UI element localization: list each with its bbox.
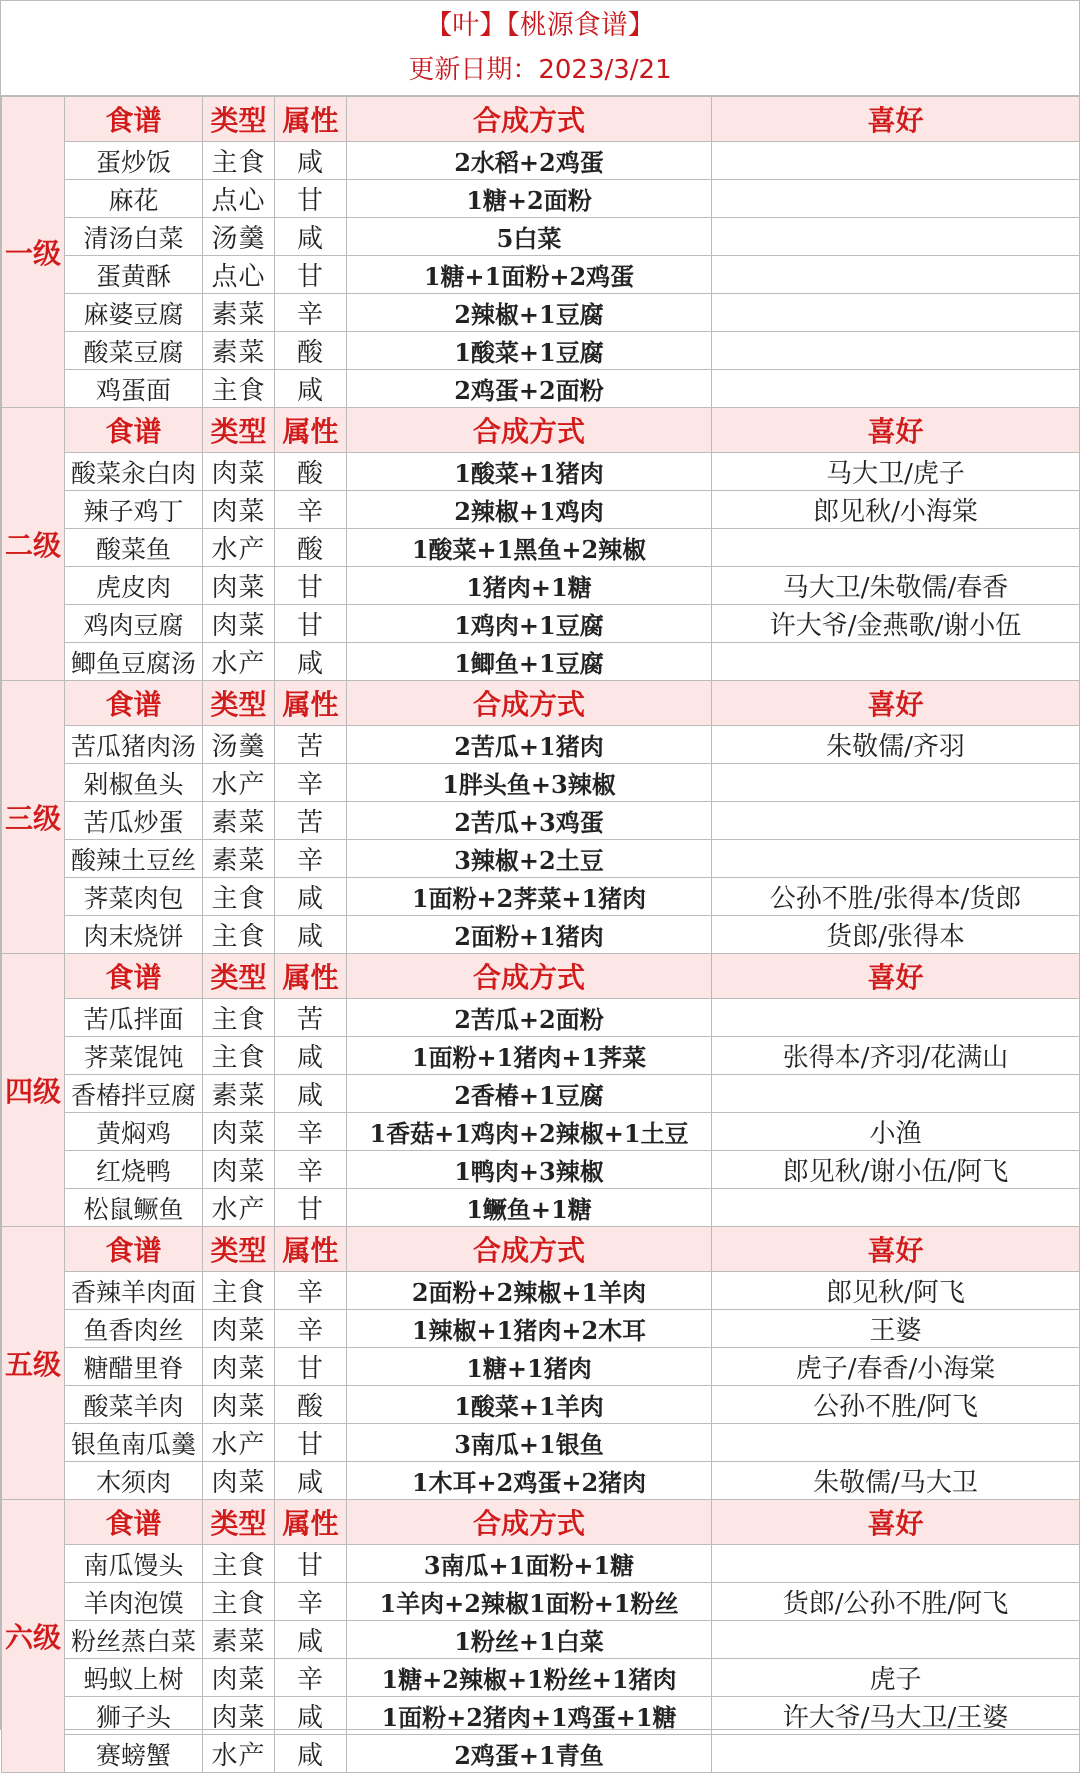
recipe-type: 主食 (203, 1583, 275, 1621)
recipe-name: 南瓜馒头 (65, 1545, 203, 1583)
recipe-method: 2苦瓜+1猪肉 (347, 726, 712, 764)
table-row (2, 1462, 1080, 1500)
recipe-method: 3辣椒+2土豆 (347, 840, 712, 878)
level-header-row (2, 97, 1080, 142)
recipe-preference (712, 1189, 1080, 1227)
recipe-preference (712, 529, 1080, 567)
table-row (2, 256, 1080, 294)
header-method: 合成方式 (347, 954, 712, 999)
recipe-attribute: 咸 (275, 1075, 347, 1113)
table-row (2, 180, 1080, 218)
recipe-name: 肉末烧饼 (65, 916, 203, 954)
table-row (2, 605, 1080, 643)
recipe-preference (712, 1621, 1080, 1659)
recipe-type: 素菜 (203, 294, 275, 332)
recipe-method: 1香菇+1鸡肉+2辣椒+1土豆 (347, 1113, 712, 1151)
recipe-name: 苦瓜拌面 (65, 999, 203, 1037)
recipe-preference: 郎见秋/阿飞 (712, 1272, 1080, 1310)
recipe-method: 1酸菜+1羊肉 (347, 1386, 712, 1424)
header-recipe: 食谱 (65, 681, 203, 726)
recipe-attribute: 甘 (275, 180, 347, 218)
recipe-table (1, 96, 1080, 1773)
recipe-name: 蛋黄酥 (65, 256, 203, 294)
header-recipe: 食谱 (65, 1500, 203, 1545)
recipe-name: 红烧鸭 (65, 1151, 203, 1189)
recipe-name: 鱼香肉丝 (65, 1310, 203, 1348)
recipe-attribute: 甘 (275, 567, 347, 605)
recipe-type: 主食 (203, 916, 275, 954)
recipe-type: 汤羹 (203, 218, 275, 256)
recipe-method: 1鲫鱼+1豆腐 (347, 643, 712, 681)
header-preference: 喜好 (712, 408, 1080, 453)
recipe-preference (712, 1545, 1080, 1583)
recipe-type: 主食 (203, 1545, 275, 1583)
header-method: 合成方式 (347, 97, 712, 142)
recipe-name: 酸辣土豆丝 (65, 840, 203, 878)
recipe-method: 1糖+1猪肉 (347, 1348, 712, 1386)
table-row (2, 1151, 1080, 1189)
recipe-name: 羊肉泡馍 (65, 1583, 203, 1621)
recipe-method: 1糖+2辣椒+1粉丝+1猪肉 (347, 1659, 712, 1697)
header-recipe: 食谱 (65, 97, 203, 142)
recipe-name: 鸡肉豆腐 (65, 605, 203, 643)
recipe-preference: 货郎/张得本 (712, 916, 1080, 954)
recipe-preference: 王婆 (712, 1310, 1080, 1348)
recipe-preference: 小渔 (712, 1113, 1080, 1151)
recipe-name: 麻婆豆腐 (65, 294, 203, 332)
recipe-attribute: 酸 (275, 453, 347, 491)
recipe-attribute: 甘 (275, 1545, 347, 1583)
recipe-name: 剁椒鱼头 (65, 764, 203, 802)
recipe-name: 麻花 (65, 180, 203, 218)
recipe-type: 肉菜 (203, 1386, 275, 1424)
table-row (2, 1697, 1080, 1735)
recipe-attribute: 甘 (275, 1424, 347, 1462)
recipe-type: 主食 (203, 878, 275, 916)
table-row (2, 1348, 1080, 1386)
table-row (2, 294, 1080, 332)
recipe-preference: 货郎/公孙不胜/阿飞 (712, 1583, 1080, 1621)
header-preference: 喜好 (712, 1500, 1080, 1545)
recipe-preference (712, 180, 1080, 218)
recipe-method: 1面粉+2荠菜+1猪肉 (347, 878, 712, 916)
recipe-attribute: 咸 (275, 1037, 347, 1075)
recipe-method: 3南瓜+1银鱼 (347, 1424, 712, 1462)
recipe-name: 酸菜鱼 (65, 529, 203, 567)
header-attribute: 属性 (275, 408, 347, 453)
recipe-method: 1面粉+1猪肉+1荠菜 (347, 1037, 712, 1075)
table-row (2, 529, 1080, 567)
table-row (2, 1424, 1080, 1462)
table-row (2, 1310, 1080, 1348)
header-type: 类型 (203, 97, 275, 142)
table-row (2, 1272, 1080, 1310)
recipe-type: 主食 (203, 999, 275, 1037)
recipe-attribute: 咸 (275, 142, 347, 180)
table-row (2, 1621, 1080, 1659)
header-type: 类型 (203, 954, 275, 999)
recipe-preference: 马大卫/虎子 (712, 453, 1080, 491)
table-row (2, 840, 1080, 878)
recipe-preference: 朱敬儒/齐羽 (712, 726, 1080, 764)
recipe-name: 酸菜豆腐 (65, 332, 203, 370)
recipe-name: 荠菜肉包 (65, 878, 203, 916)
table-row (2, 332, 1080, 370)
recipe-attribute: 辛 (275, 1659, 347, 1697)
recipe-type: 水产 (203, 1189, 275, 1227)
header-preference: 喜好 (712, 681, 1080, 726)
recipe-name: 辣子鸡丁 (65, 491, 203, 529)
recipe-type: 水产 (203, 764, 275, 802)
table-row (2, 726, 1080, 764)
recipe-attribute: 苦 (275, 999, 347, 1037)
level-label: 二级 (2, 408, 65, 681)
table-row (2, 491, 1080, 529)
recipe-name: 苦瓜猪肉汤 (65, 726, 203, 764)
recipe-attribute: 甘 (275, 605, 347, 643)
table-row (2, 1386, 1080, 1424)
recipe-attribute: 苦 (275, 802, 347, 840)
update-date: 更新日期：2023/3/21 (408, 55, 672, 85)
recipe-name: 荠菜馄饨 (65, 1037, 203, 1075)
recipe-method: 1糖+1面粉+2鸡蛋 (347, 256, 712, 294)
recipe-attribute: 辛 (275, 1310, 347, 1348)
recipe-preference: 郎见秋/小海棠 (712, 491, 1080, 529)
recipe-preference: 马大卫/朱敬儒/春香 (712, 567, 1080, 605)
recipe-attribute: 酸 (275, 332, 347, 370)
recipe-name: 清汤白菜 (65, 218, 203, 256)
recipe-preference: 许大爷/马大卫/王婆 (712, 1697, 1080, 1735)
recipe-method: 1酸菜+1豆腐 (347, 332, 712, 370)
recipe-preference (712, 370, 1080, 408)
table-row (2, 1735, 1080, 1773)
recipe-type: 肉菜 (203, 491, 275, 529)
recipe-type: 肉菜 (203, 453, 275, 491)
recipe-method: 1鸭肉+3辣椒 (347, 1151, 712, 1189)
recipe-type: 素菜 (203, 1075, 275, 1113)
recipe-method: 2鸡蛋+1青鱼 (347, 1735, 712, 1773)
recipe-method: 2面粉+2辣椒+1羊肉 (347, 1272, 712, 1310)
recipe-attribute: 咸 (275, 370, 347, 408)
table-row (2, 453, 1080, 491)
recipe-type: 点心 (203, 256, 275, 294)
recipe-name: 鸡蛋面 (65, 370, 203, 408)
recipe-method: 1猪肉+1糖 (347, 567, 712, 605)
recipe-method: 1酸菜+1黑鱼+2辣椒 (347, 529, 712, 567)
header-preference: 喜好 (712, 954, 1080, 999)
level-label: 四级 (2, 954, 65, 1227)
table-row (2, 218, 1080, 256)
level-label: 六级 (2, 1500, 65, 1773)
level-header-row (2, 681, 1080, 726)
recipe-type: 水产 (203, 1735, 275, 1773)
level-header-row (2, 1500, 1080, 1545)
level-label: 三级 (2, 681, 65, 954)
recipe-name: 粉丝蒸白菜 (65, 1621, 203, 1659)
recipe-name: 香辣羊肉面 (65, 1272, 203, 1310)
header-method: 合成方式 (347, 1500, 712, 1545)
recipe-method: 2香椿+1豆腐 (347, 1075, 712, 1113)
recipe-attribute: 辛 (275, 1272, 347, 1310)
recipe-preference (712, 1424, 1080, 1462)
recipe-type: 水产 (203, 529, 275, 567)
recipe-name: 虎皮肉 (65, 567, 203, 605)
recipe-method: 2水稻+2鸡蛋 (347, 142, 712, 180)
recipe-type: 水产 (203, 643, 275, 681)
recipe-method: 1面粉+2猪肉+1鸡蛋+1糖 (347, 1697, 712, 1735)
recipe-attribute: 辛 (275, 491, 347, 529)
recipe-name: 蛋炒饭 (65, 142, 203, 180)
recipe-name: 香椿拌豆腐 (65, 1075, 203, 1113)
recipe-preference (712, 643, 1080, 681)
recipe-name: 酸菜羊肉 (65, 1386, 203, 1424)
recipe-attribute: 酸 (275, 1386, 347, 1424)
recipe-type: 肉菜 (203, 1113, 275, 1151)
table-row (2, 643, 1080, 681)
header-attribute: 属性 (275, 1500, 347, 1545)
table-row (2, 567, 1080, 605)
recipe-type: 汤羹 (203, 726, 275, 764)
recipe-type: 肉菜 (203, 1348, 275, 1386)
level-header-row (2, 1227, 1080, 1272)
header-preference: 喜好 (712, 1227, 1080, 1272)
recipe-preference: 虎子/春香/小海棠 (712, 1348, 1080, 1386)
header-type: 类型 (203, 408, 275, 453)
header-attribute: 属性 (275, 97, 347, 142)
table-row (2, 878, 1080, 916)
recipe-attribute: 甘 (275, 1189, 347, 1227)
recipe-name: 银鱼南瓜羹 (65, 1424, 203, 1462)
recipe-method: 5白菜 (347, 218, 712, 256)
recipe-attribute: 咸 (275, 643, 347, 681)
level-header-row (2, 954, 1080, 999)
recipe-type: 肉菜 (203, 1659, 275, 1697)
recipe-type: 肉菜 (203, 1462, 275, 1500)
recipe-attribute: 苦 (275, 726, 347, 764)
recipe-preference: 郎见秋/谢小伍/阿飞 (712, 1151, 1080, 1189)
recipe-attribute: 酸 (275, 529, 347, 567)
recipe-preference (712, 840, 1080, 878)
table-row (2, 1113, 1080, 1151)
header-attribute: 属性 (275, 1227, 347, 1272)
recipe-attribute: 咸 (275, 1697, 347, 1735)
recipe-preference (712, 142, 1080, 180)
recipe-type: 主食 (203, 370, 275, 408)
recipe-method: 1木耳+2鸡蛋+2猪肉 (347, 1462, 712, 1500)
recipe-method: 2辣椒+1鸡肉 (347, 491, 712, 529)
recipe-preference: 朱敬儒/马大卫 (712, 1462, 1080, 1500)
recipe-attribute: 辛 (275, 294, 347, 332)
recipe-method: 2鸡蛋+2面粉 (347, 370, 712, 408)
recipe-attribute: 咸 (275, 1462, 347, 1500)
table-row (2, 1037, 1080, 1075)
recipe-name: 黄焖鸡 (65, 1113, 203, 1151)
recipe-attribute: 辛 (275, 1151, 347, 1189)
level-label: 五级 (2, 1227, 65, 1500)
recipe-attribute: 甘 (275, 1348, 347, 1386)
table-row (2, 802, 1080, 840)
recipe-type: 水产 (203, 1424, 275, 1462)
recipe-method: 2苦瓜+3鸡蛋 (347, 802, 712, 840)
header-method: 合成方式 (347, 1227, 712, 1272)
table-row (2, 999, 1080, 1037)
header-method: 合成方式 (347, 408, 712, 453)
recipe-type: 肉菜 (203, 1697, 275, 1735)
table-row (2, 1583, 1080, 1621)
recipe-name: 酸菜汆白肉 (65, 453, 203, 491)
recipe-attribute: 甘 (275, 256, 347, 294)
recipe-type: 肉菜 (203, 605, 275, 643)
recipe-preference: 虎子 (712, 1659, 1080, 1697)
recipe-preference: 公孙不胜/张得本/货郎 (712, 878, 1080, 916)
recipe-method: 1鸡肉+1豆腐 (347, 605, 712, 643)
header-recipe: 食谱 (65, 1227, 203, 1272)
recipe-preference: 许大爷/金燕歌/谢小伍 (712, 605, 1080, 643)
recipe-preference (712, 256, 1080, 294)
recipe-attribute: 咸 (275, 1621, 347, 1659)
recipe-method: 1酸菜+1猪肉 (347, 453, 712, 491)
recipe-attribute: 辛 (275, 764, 347, 802)
recipe-preference (712, 218, 1080, 256)
recipe-type: 肉菜 (203, 1151, 275, 1189)
recipe-preference: 张得本/齐羽/花满山 (712, 1037, 1080, 1075)
recipe-type: 肉菜 (203, 567, 275, 605)
table-row (2, 142, 1080, 180)
header-recipe: 食谱 (65, 954, 203, 999)
table-row (2, 1189, 1080, 1227)
header-attribute: 属性 (275, 954, 347, 999)
recipe-attribute: 咸 (275, 1735, 347, 1773)
recipe-type: 素菜 (203, 1621, 275, 1659)
recipe-type: 主食 (203, 142, 275, 180)
recipe-method: 2辣椒+1豆腐 (347, 294, 712, 332)
recipe-name: 糖醋里脊 (65, 1348, 203, 1386)
recipe-preference (712, 999, 1080, 1037)
title-block (1, 1, 1079, 96)
recipe-name: 赛螃蟹 (65, 1735, 203, 1773)
recipe-name: 狮子头 (65, 1697, 203, 1735)
recipe-attribute: 辛 (275, 1113, 347, 1151)
recipe-name: 松鼠鳜鱼 (65, 1189, 203, 1227)
recipe-name: 苦瓜炒蛋 (65, 802, 203, 840)
header-type: 类型 (203, 681, 275, 726)
header-attribute: 属性 (275, 681, 347, 726)
recipe-preference (712, 294, 1080, 332)
recipe-attribute: 辛 (275, 1583, 347, 1621)
header-recipe: 食谱 (65, 408, 203, 453)
recipe-preference (712, 1075, 1080, 1113)
recipe-attribute: 辛 (275, 840, 347, 878)
recipe-method: 1粉丝+1白菜 (347, 1621, 712, 1659)
table-row (2, 1075, 1080, 1113)
header-type: 类型 (203, 1227, 275, 1272)
recipe-type: 素菜 (203, 802, 275, 840)
recipe-method: 1鳜鱼+1糖 (347, 1189, 712, 1227)
table-row (2, 370, 1080, 408)
recipe-attribute: 咸 (275, 218, 347, 256)
header-preference: 喜好 (712, 97, 1080, 142)
recipe-type: 肉菜 (203, 1310, 275, 1348)
table-row (2, 1659, 1080, 1697)
level-header-row (2, 408, 1080, 453)
recipe-method: 3南瓜+1面粉+1糖 (347, 1545, 712, 1583)
recipe-type: 素菜 (203, 840, 275, 878)
recipe-method: 2面粉+1猪肉 (347, 916, 712, 954)
recipe-name: 木须肉 (65, 1462, 203, 1500)
recipe-type: 主食 (203, 1037, 275, 1075)
recipe-method: 1羊肉+2辣椒1面粉+1粉丝 (347, 1583, 712, 1621)
recipe-type: 素菜 (203, 332, 275, 370)
recipe-method: 1糖+2面粉 (347, 180, 712, 218)
recipe-type: 点心 (203, 180, 275, 218)
recipe-name: 蚂蚁上树 (65, 1659, 203, 1697)
recipe-name: 鲫鱼豆腐汤 (65, 643, 203, 681)
page-title: 【叶】【桃源食谱】 (425, 10, 655, 41)
recipe-type: 主食 (203, 1272, 275, 1310)
recipe-preference (712, 1735, 1080, 1773)
recipe-preference: 公孙不胜/阿飞 (712, 1386, 1080, 1424)
table-row (2, 1545, 1080, 1583)
recipe-attribute: 咸 (275, 878, 347, 916)
recipe-method: 2苦瓜+2面粉 (347, 999, 712, 1037)
header-method: 合成方式 (347, 681, 712, 726)
header-type: 类型 (203, 1500, 275, 1545)
table-row (2, 916, 1080, 954)
table-row (2, 764, 1080, 802)
level-label: 一级 (2, 97, 65, 408)
recipe-method: 1胖头鱼+3辣椒 (347, 764, 712, 802)
recipe-preference (712, 802, 1080, 840)
recipe-preference (712, 332, 1080, 370)
recipe-attribute: 咸 (275, 916, 347, 954)
recipe-preference (712, 764, 1080, 802)
recipe-method: 1辣椒+1猪肉+2木耳 (347, 1310, 712, 1348)
